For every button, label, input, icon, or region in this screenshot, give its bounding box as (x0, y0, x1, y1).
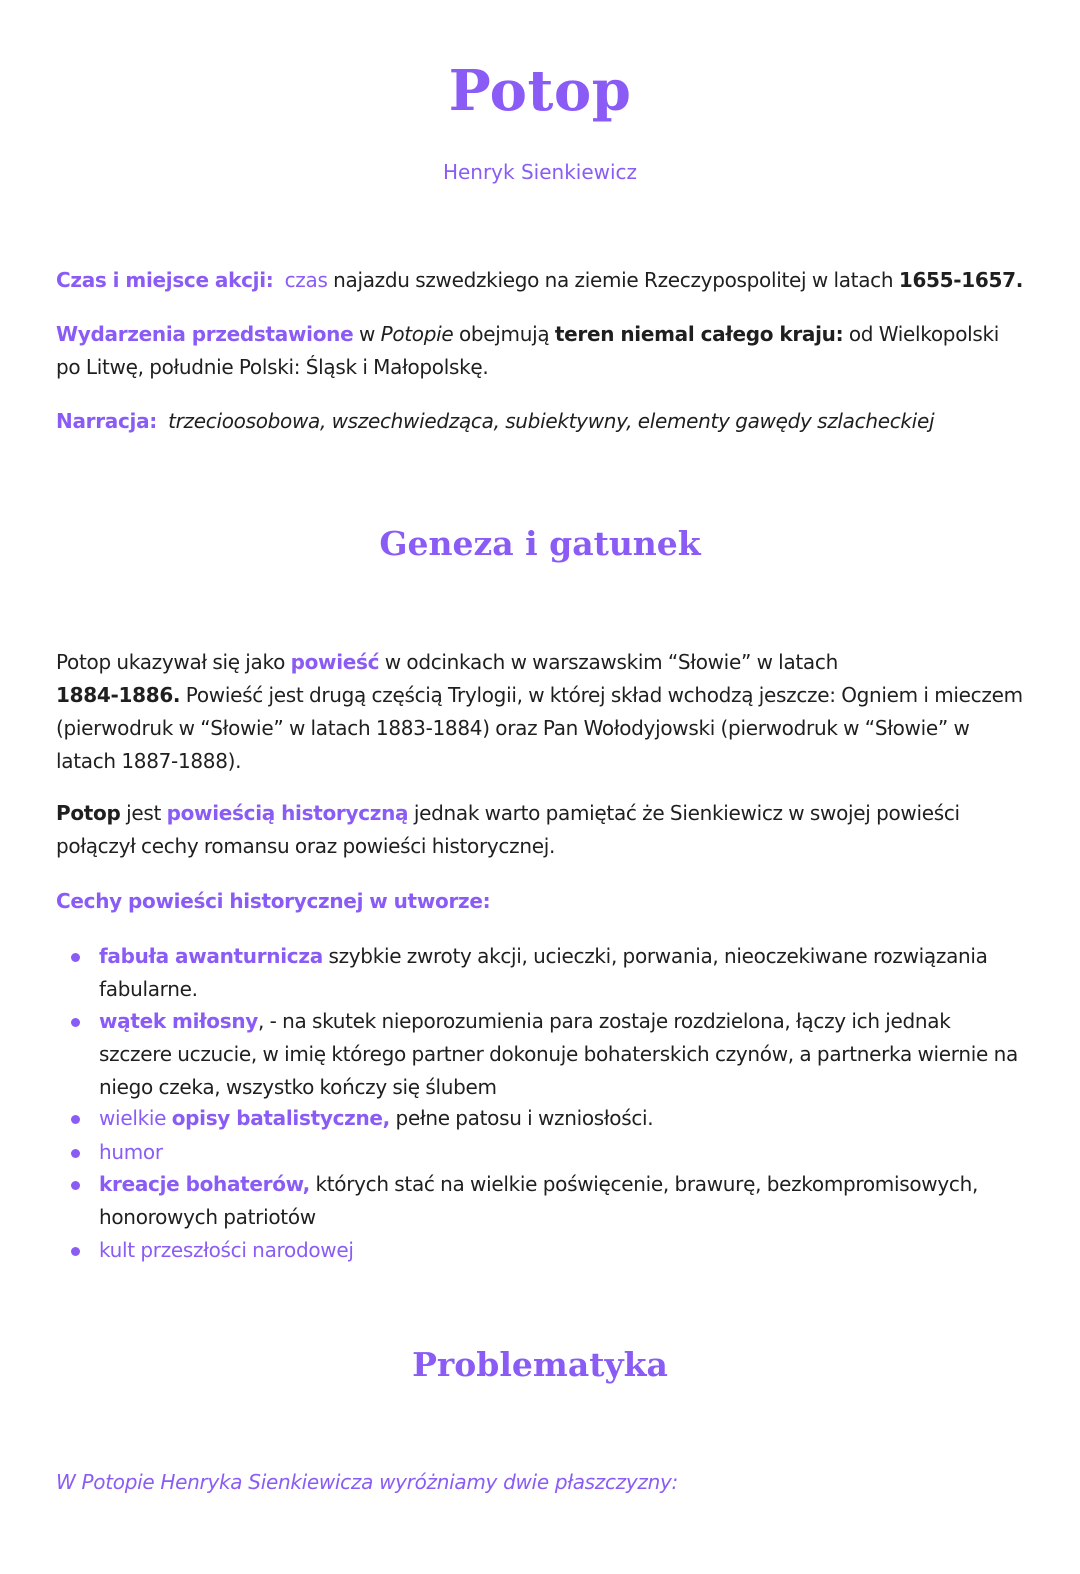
bullet-prefix: wielkie (99, 1106, 167, 1130)
wydarzenia-obejmuja: obejmują (458, 322, 550, 346)
bullet-dot-icon (71, 953, 80, 962)
wydarzenia-label: Wydarzenia przedstawione (56, 322, 354, 346)
list-item (99, 1005, 1024, 1104)
bullet-prefix: humor (99, 1140, 163, 1164)
geneza-p1-mid: w odcinkach w warszawskim “Słowie” w latach (384, 650, 838, 674)
geneza-p2-keyword: powieścią historyczną (166, 801, 409, 825)
bullet-text: , - na skutek nieporozumienia para zostaje rozdzielona, łączy ich jednak szczere uczucie, w imię którego partner dokonuje bohaterskich czynów, a partnerka wiernie na niego czeka, wszystko kończy się ślubem (99, 1009, 1018, 1099)
list-item (99, 940, 1024, 1006)
author-name: Henryk Sienkiewicz (442, 160, 638, 184)
bullet-dot-icon (71, 1181, 80, 1190)
list-item (99, 1168, 1024, 1234)
geneza-p2-jest: jest (126, 801, 162, 825)
list-item (99, 1136, 1024, 1169)
narracja-text: trzecioosobowa, wszechwiedząca, subiektywny, elementy gawędy szlacheckiej (168, 409, 935, 433)
section-heading-geneza: Geneza i gatunek (379, 524, 701, 563)
geneza-p1-keyword: powieść (290, 650, 380, 674)
bullet-prefix: kult przeszłości narodowej (99, 1238, 354, 1262)
czas-keyword: czas (284, 268, 328, 292)
wydarzenia-potopie: Potopie (380, 322, 454, 346)
problematyka-intro: W Potopie Henryka Sienkiewicza wyróżniamy dwie płaszczyzny: (56, 1470, 678, 1494)
bullet-dot-icon (71, 1115, 80, 1124)
geneza-p2-title: Potop (56, 801, 121, 825)
wydarzenia-teren: teren niemal całego kraju: (554, 322, 844, 346)
list-item (99, 1234, 1024, 1267)
wydarzenia-text: od Wielkopolski po Litwę, południe Polski: Śląsk i Małopolskę. (56, 322, 1000, 379)
geneza-p1-end: Powieść jest drugą częścią Trylogii, w której skład wchodzą jeszcze: Ogniem i mieczem (pierwodruk w “Słowie” w latach 1883-1884) oraz Pan Wołodyjowski (pierwodruk w “Słowie” w latach 1887-1888). (56, 683, 1023, 773)
section-heading-problematyka: Problematyka (412, 1345, 668, 1384)
bullet-keyword: fabuła awanturnicza (99, 944, 323, 968)
bullet-dot-icon (71, 1018, 80, 1027)
bullet-dot-icon (71, 1149, 80, 1158)
bullet-keyword: opisy batalistyczne, (171, 1106, 390, 1130)
intro-narracja (56, 405, 1024, 438)
intro-czas (56, 264, 1024, 297)
geneza-paragraph-1 (56, 646, 1024, 778)
list-item (99, 1102, 1024, 1135)
bullet-keyword: kreacje bohaterów, (99, 1172, 310, 1196)
bullet-text: pełne patosu i wzniosłości. (395, 1106, 654, 1130)
geneza-p1-start: Potop ukazywał się jako (56, 650, 286, 674)
geneza-p2-end: jednak warto pamiętać że Sienkiewicz w swojej powieści połączył cechy romansu oraz powieści historycznej. (56, 801, 960, 858)
czas-years: 1655-1657. (898, 268, 1024, 292)
narracja-label: Narracja: (56, 409, 157, 433)
geneza-paragraph-2 (56, 797, 1024, 863)
cechy-label-text: Cechy powieści historycznej w utworze: (56, 889, 491, 913)
czas-label: Czas i miejsce akcji: (56, 268, 274, 292)
cechy-label (56, 885, 1024, 918)
bullet-keyword: wątek miłosny (99, 1009, 258, 1033)
bullet-text: których stać na wielkie poświęcenie, brawurę, bezkompromisowych, honorowych patriotów (99, 1172, 979, 1229)
czas-text: najazdu szwedzkiego na ziemie Rzeczypospolitej w latach (333, 268, 894, 292)
intro-wydarzenia (56, 318, 1024, 384)
bullet-text: szybkie zwroty akcji, ucieczki, porwania, nieoczekiwane rozwiązania fabularne. (99, 944, 988, 1001)
wydarzenia-w: w (358, 322, 375, 346)
bullet-dot-icon (71, 1247, 80, 1256)
page-title: Potop (448, 58, 632, 124)
geneza-p1-years: 1884-1886. (56, 683, 181, 707)
